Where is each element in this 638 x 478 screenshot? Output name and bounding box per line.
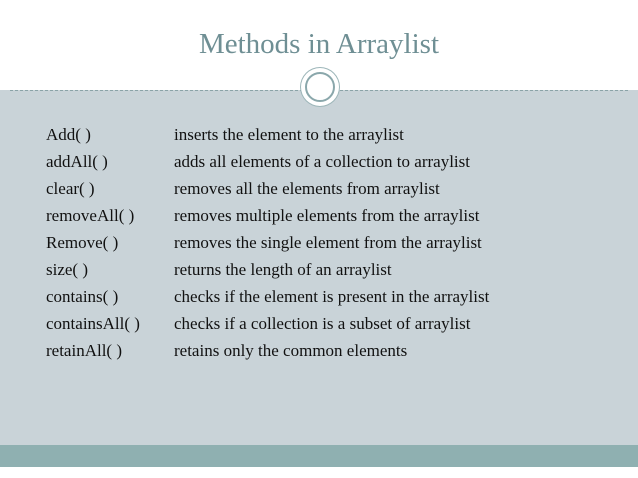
list-item xyxy=(46,229,489,256)
list-item xyxy=(46,121,489,148)
method-name: retainAll( ) xyxy=(46,341,122,360)
list-item xyxy=(46,202,489,229)
list-item xyxy=(46,148,489,175)
method-name: containsAll( ) xyxy=(46,314,140,333)
slide-title: Methods in Arraylist xyxy=(198,28,440,60)
method-name: addAll( ) xyxy=(46,152,108,171)
method-description: retains only the common elements xyxy=(174,341,408,360)
methods-list xyxy=(46,121,489,364)
method-description: removes the single element from the arraylist xyxy=(174,233,482,252)
list-item xyxy=(46,175,489,202)
method-name: contains( ) xyxy=(46,287,119,306)
method-description: adds all elements of a collection to arraylist xyxy=(174,152,470,171)
footer-bar xyxy=(0,445,638,467)
method-description: removes multiple elements from the arraylist xyxy=(174,206,480,225)
method-description: checks if the element is present in the arraylist xyxy=(174,287,490,306)
circle-ornament-icon xyxy=(301,68,339,106)
inner-circle-icon xyxy=(305,72,335,102)
list-item xyxy=(46,283,489,310)
method-description: checks if a collection is a subset of arraylist xyxy=(174,314,471,333)
method-description: returns the length of an arraylist xyxy=(174,260,392,279)
list-item xyxy=(46,256,489,283)
list-item xyxy=(46,337,489,364)
method-name: clear( ) xyxy=(46,179,95,198)
list-item xyxy=(46,310,489,337)
method-name: size( ) xyxy=(46,260,89,279)
method-description: removes all the elements from arraylist xyxy=(174,179,440,198)
method-name: Remove( ) xyxy=(46,233,119,252)
method-name: removeAll( ) xyxy=(46,206,135,225)
method-description: inserts the element to the arraylist xyxy=(174,125,404,144)
method-name: Add( ) xyxy=(46,125,91,144)
